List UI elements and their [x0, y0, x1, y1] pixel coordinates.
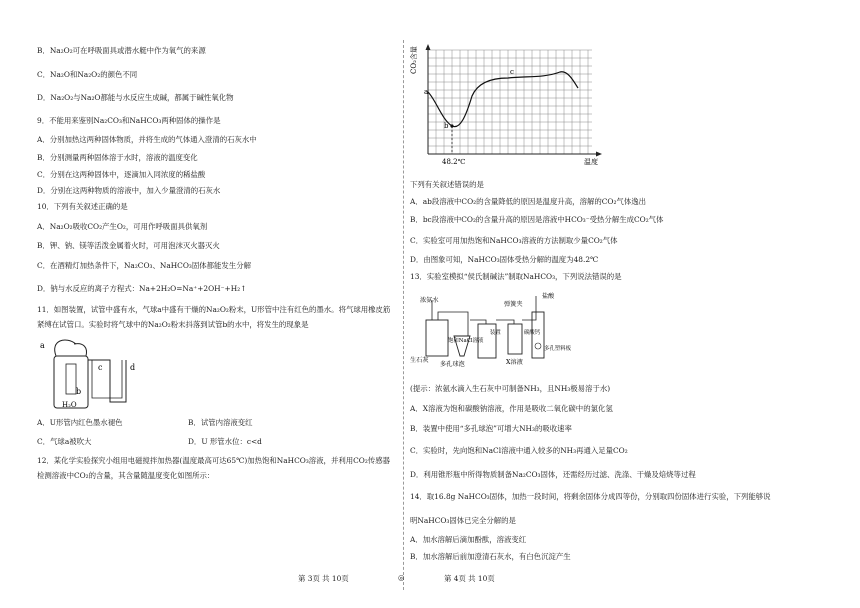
option-11c: C．气球a被吹大 [37, 437, 92, 446]
label-a: a [40, 341, 45, 350]
footer-mark: ◎ [398, 573, 405, 582]
label-plastic-plate: 多孔塑料板 [544, 346, 571, 352]
label-d: d [130, 363, 136, 372]
label-quicklime: 生石灰 [410, 357, 429, 364]
option-10d: D．钠与水反应的离子方程式：Na+2H₂O=Na⁺+2OH⁻+H₂↑ [37, 284, 247, 293]
option-8c: C．Na₂O和Na₂O₂的颜色不同 [37, 70, 138, 79]
footer-page-left: 第 3页 共 10页 [298, 574, 349, 583]
option-14a: A．加水溶解后滴加酚酞，溶液变红 [410, 535, 527, 544]
question-12-stem: 下列有关叙述错误的是 [410, 180, 484, 189]
apparatus-figure-13 [408, 290, 578, 370]
column-divider [403, 40, 404, 590]
option-9b: B．分别测量两种固体溶于水时，溶液的温度变化 [37, 153, 198, 162]
apparatus-figure-11 [36, 334, 146, 414]
chart-xmark: 48.2℃ [442, 158, 466, 166]
question-11-line1: 11．如图装置，试管中盛有水，气球a中盛有干燥的Na₂O₂粉末，U形管中注有红色的墨水。将气球用橡皮筋 [37, 305, 391, 314]
option-10c: C．在酒精灯加热条件下，Na₂CO₃、NaHCO₃固体都能发生分解 [37, 261, 251, 270]
option-9c: C．分别在这两种固体中，逐滴加入同浓度的稀盐酸 [37, 170, 206, 179]
label-conc-ammonia: 浓氨水 [420, 297, 439, 304]
option-11a: A．U形管内红色墨水褪色 [37, 418, 123, 427]
footer-page-right: 第 4页 共 10页 [444, 574, 495, 583]
label-b: b [76, 387, 82, 396]
point-c: c [510, 68, 514, 76]
option-10b: B．钾、钠、镁等活泼金属着火时，可用泡沫灭火器灭火 [37, 241, 220, 250]
option-8d: D．Na₂O₂与Na₂O都能与水反应生成碱，都属于碱性氧化物 [37, 93, 234, 102]
option-12d: D．由图象可知，NaHCO₃固体受热分解的温度为48.2℃ [410, 255, 599, 264]
option-13a: A．X溶液为饱和碳酸钠溶液，作用是吸收二氧化碳中的氯化氢 [410, 404, 613, 413]
label-h2o: H₂O [62, 401, 77, 409]
co2-temperature-chart [408, 42, 608, 170]
question-9: 9．不能用来鉴别Na₂CO₃和NaHCO₃两种固体的操作是 [37, 116, 221, 125]
point-a: a [424, 88, 429, 96]
option-8b: B．Na₂O₂可在呼吸面具或潜水艇中作为氧气的来源 [37, 46, 206, 55]
option-12a: A．ab段溶液中CO₂的含量降低的原因是温度升高，溶解的CO₂气体逸出 [410, 197, 646, 206]
label-caco3: 碳酸钙 [524, 330, 541, 336]
label-device: 装置 [490, 330, 501, 336]
option-11d: D．U 形管水位：c<d [188, 437, 262, 446]
question-11-line2: 紧缚在试管口。实验时将气球中的Na₂O₂粉末抖落到试管b的水中，将发生的现象是 [37, 320, 309, 329]
label-c: c [98, 363, 103, 372]
label-clamp: 弹簧夹 [504, 301, 523, 308]
option-9d: D．分别在这两种物质的溶液中，加入少量澄清的石灰水 [37, 186, 221, 195]
question-10: 10．下列有关叙述正确的是 [37, 202, 128, 211]
option-12c: C．实验室可用加热饱和NaHCO₃溶液的方法制取少量CO₂气体 [410, 236, 618, 245]
label-x-solution: X溶液 [506, 359, 523, 366]
question-12-line1: 12．某化学实验探究小组用电磁搅拌加热器(温度最高可达65℃)加热饱和NaHCO₃溶液，并利用CO₂传感器 [37, 456, 390, 465]
question-12-line2: 检测溶液中CO₂的含量，其含量随温度变化如图所示： [37, 471, 215, 480]
point-b: b [444, 122, 449, 130]
option-13c: C．实验时，先向饱和NaCl溶液中通入较多的NH₃再通入足量CO₂ [410, 446, 628, 455]
option-14b: B．加水溶解后前加澄清石灰水，有白色沉淀产生 [410, 552, 571, 561]
question-14-line2: 明NaHCO₃固体已完全分解的是 [410, 516, 516, 525]
option-9a: A．分别加热这两种固体物质，并将生成的气体通入澄清的石灰水中 [37, 135, 257, 144]
chart-xlabel: 温度 [584, 158, 598, 166]
question-14-line1: 14．取16.8g NaHCO₃固体，加热一段时间，将剩余固体分成四等份，分别取四份固体进行实验，下列能够说 [410, 492, 771, 501]
chart-ylabel: CO₂含量 [410, 46, 418, 74]
label-porous-bubbler: 多孔球泡 [440, 361, 465, 368]
option-13b: B．装置中使用“多孔球泡”可增大NH₃的吸收速率 [410, 424, 572, 433]
question-13: 13．实验室模拟“侯氏制碱法”制取NaHCO₃，下列说法错误的是 [410, 272, 622, 281]
label-nacl: 饱和NaCl溶液 [448, 338, 484, 344]
option-10a: A．Na₂O₂吸收CO₂产生O₂，可用作呼吸面具供氧剂 [37, 222, 208, 231]
hint: (提示：浓氨水滴入生石灰中可制备NH₃，且NH₃极易溶于水) [410, 384, 611, 393]
option-11b: B．试管内溶液变红 [188, 418, 253, 427]
label-hcl: 盐酸 [542, 293, 555, 300]
option-13d: D．利用锥形瓶中所得物质制备Na₂CO₃固体，还需经历过滤、洗涤、干燥及焙烧等过程 [410, 470, 696, 479]
option-12b: B．bc段溶液中CO₂的含量升高的原因是溶液中HCO₃⁻受热分解生成CO₂气体 [410, 215, 664, 224]
